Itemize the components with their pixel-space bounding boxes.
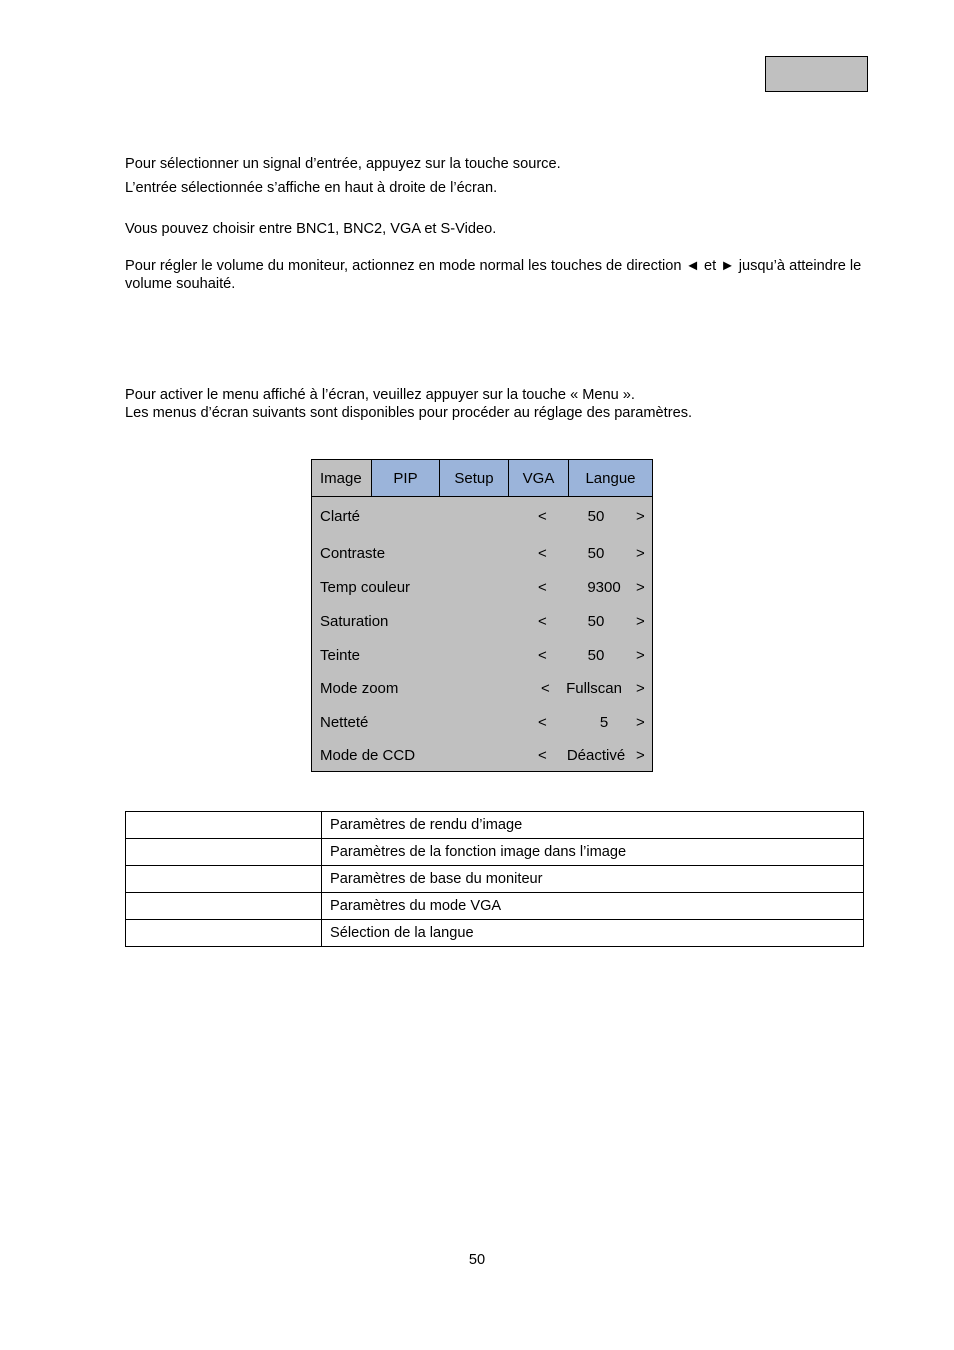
menu-row-label: Contraste — [320, 545, 386, 562]
menu-row-label: Netteté — [320, 714, 369, 731]
tab-image[interactable]: Image — [312, 460, 372, 496]
page-number: 50 — [468, 1252, 486, 1268]
tab-pip[interactable]: PIP — [372, 460, 440, 496]
menu-row-label: Teinte — [320, 647, 361, 664]
decrease-arrow[interactable]: < — [538, 714, 547, 731]
menu-row-clarte[interactable] — [312, 508, 652, 528]
tab-langue[interactable]: Langue — [569, 460, 652, 496]
table-cell-value: Paramètres de la fonction image dans l’image — [322, 839, 864, 866]
decrease-arrow[interactable]: < — [538, 508, 547, 525]
table-cell-key — [126, 866, 322, 893]
table-cell-key — [126, 893, 322, 920]
decrease-arrow[interactable]: < — [541, 680, 550, 697]
osd-menu-tabs — [312, 460, 652, 497]
menu-row-saturation[interactable] — [312, 613, 652, 633]
increase-arrow[interactable]: > — [636, 545, 645, 562]
tab-setup[interactable]: Setup — [440, 460, 509, 496]
menu-row-value: 9300 — [587, 579, 621, 596]
menu-row-mode-zoom[interactable] — [312, 680, 652, 700]
paragraph-source-select: Pour sélectionner un signal d’entrée, appuyez sur la touche source. — [125, 156, 561, 172]
menu-row-temp-couleur[interactable] — [312, 579, 652, 599]
table-cell-value: Paramètres du mode VGA — [322, 893, 864, 920]
paragraph-volume: Pour régler le volume du moniteur, actionnez en mode normal les touches de direction ◄ et ► jusqu’à atteindre le volume souhaité. — [125, 258, 862, 292]
menu-row-label: Mode zoom — [320, 680, 399, 697]
table-row — [126, 839, 864, 866]
table-cell-value: Paramètres de rendu d’image — [322, 812, 864, 839]
decrease-arrow[interactable]: < — [538, 579, 547, 596]
table-cell-key — [126, 812, 322, 839]
decrease-arrow[interactable]: < — [538, 613, 547, 630]
increase-arrow[interactable]: > — [636, 508, 645, 525]
menu-row-value: Fullscan — [566, 680, 622, 697]
tab-vga[interactable]: VGA — [509, 460, 569, 496]
table-row — [126, 893, 864, 920]
menu-row-label: Temp couleur — [320, 579, 411, 596]
menu-row-label: Clarté — [320, 508, 361, 525]
decrease-arrow[interactable]: < — [538, 747, 547, 764]
menu-row-teinte[interactable] — [312, 647, 652, 667]
decrease-arrow[interactable]: < — [538, 647, 547, 664]
decrease-arrow[interactable]: < — [538, 545, 547, 562]
table-cell-key — [126, 839, 322, 866]
table-row — [126, 920, 864, 947]
table-row — [126, 866, 864, 893]
increase-arrow[interactable]: > — [636, 647, 645, 664]
menu-row-value: 5 — [599, 714, 609, 731]
menu-row-value: 50 — [587, 647, 605, 664]
menu-row-nettete[interactable] — [312, 714, 652, 734]
table-cell-key — [126, 920, 322, 947]
language-label-box — [765, 56, 868, 92]
increase-arrow[interactable]: > — [636, 613, 645, 630]
menu-row-value: Déactivé — [566, 747, 626, 764]
osd-menu — [311, 459, 653, 772]
table-cell-value: Sélection de la langue — [322, 920, 864, 947]
increase-arrow[interactable]: > — [636, 680, 645, 697]
menu-row-value: 50 — [587, 545, 605, 562]
table-cell-value: Paramètres de base du moniteur — [322, 866, 864, 893]
menu-row-label: Saturation — [320, 613, 389, 630]
paragraph-source-display: L’entrée sélectionnée s’affiche en haut à droite de l’écran. — [125, 180, 498, 196]
increase-arrow[interactable]: > — [636, 579, 645, 596]
menu-row-contraste[interactable] — [312, 545, 652, 565]
menu-row-value: 50 — [587, 508, 605, 525]
increase-arrow[interactable]: > — [636, 747, 645, 764]
paragraph-menu-intro: Pour activer le menu affiché à l’écran, veuillez appuyer sur la touche « Menu ». Les menus d’écran suivants sont disponibles pour procéder au réglage des paramètres. — [125, 387, 693, 421]
menu-row-value: 50 — [587, 613, 605, 630]
menu-description-table — [125, 811, 864, 947]
menu-row-label: Mode de CCD — [320, 747, 416, 764]
menu-row-mode-ccd[interactable] — [312, 747, 652, 767]
paragraph-input-choices: Vous pouvez choisir entre BNC1, BNC2, VGA et S-Video. — [125, 221, 497, 237]
increase-arrow[interactable]: > — [636, 714, 645, 731]
table-row — [126, 812, 864, 839]
